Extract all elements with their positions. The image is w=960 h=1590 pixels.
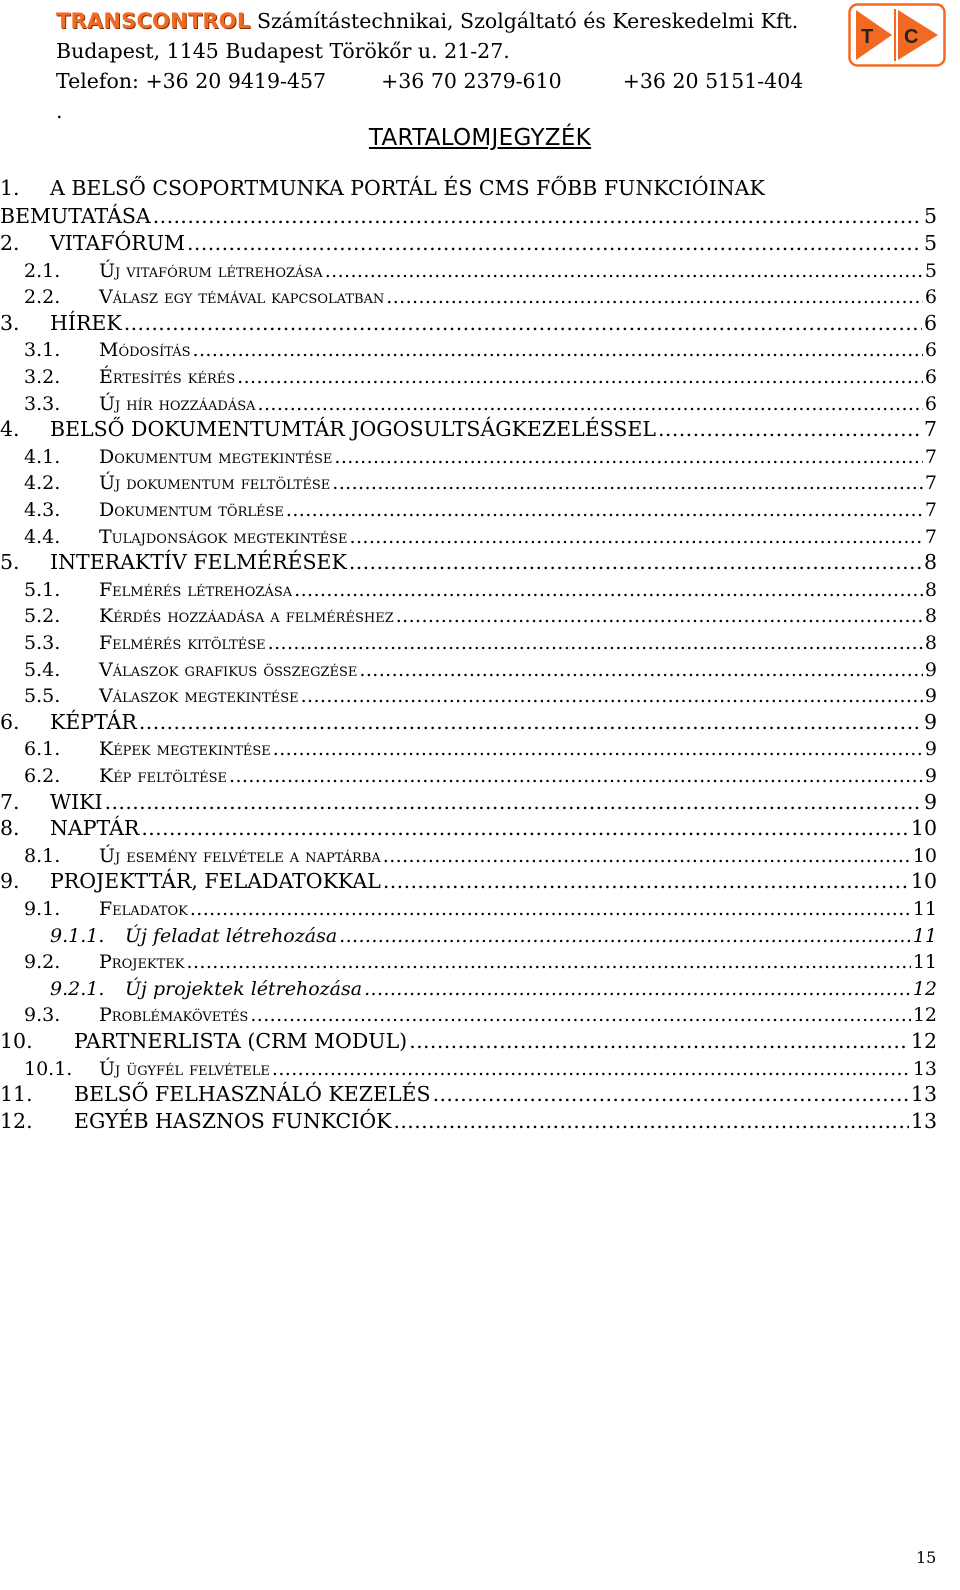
toc-leader [250,1004,910,1026]
phone-2: +36 70 2379-610 [381,69,562,93]
toc-entry-number: 3.2. [24,366,61,388]
toc-entry-number: 5.5. [24,685,61,707]
toc-entry[interactable] [0,789,937,816]
toc-entry-number: 9.2.1. [50,978,105,1000]
toc-entry[interactable] [0,230,937,257]
toc-leader [349,550,922,574]
toc-leader [105,790,922,814]
toc-leader [193,339,923,361]
toc-page-number: 13 [912,1058,937,1080]
tc-logo [848,3,946,67]
toc-entry[interactable] [24,363,937,390]
toc-page-number: 11 [912,925,937,947]
toc-entry-title: WIKI [50,790,103,814]
toc-entry-title: HÍREK [50,311,122,335]
toc-page-number: 6 [924,339,937,361]
toc-page-number: 5 [923,204,937,228]
toc-leader [383,845,911,867]
toc-page-number: 8 [924,605,937,627]
toc-leader [190,898,911,920]
toc-entry[interactable] [24,496,937,523]
toc-entry-number: 9.3. [24,1004,61,1026]
toc-entry-number: 4.1. [24,446,61,468]
toc-entry-number: 4. [0,417,20,441]
toc-leader [153,204,922,228]
toc-entry-number: 4.2. [24,472,61,494]
toc-entry-title: Projektek [99,951,185,973]
toc-page-number: 9 [923,790,937,814]
logo-letter-c: C [904,26,919,48]
toc-title: TARTALOMJEGYZÉK [368,125,592,151]
toc-entry-number: 5.4. [24,659,61,681]
toc-entry-number: 10.1. [24,1058,73,1080]
page-number: 15 [916,1548,937,1567]
toc-entry[interactable] [0,1081,937,1108]
toc-leader [229,765,923,787]
toc-entry-title: NAPTÁR [50,816,140,840]
toc-entry[interactable] [50,975,937,1002]
toc-page-number: 6 [924,286,937,308]
toc-entry-number: 2. [0,231,20,255]
toc-entry[interactable] [24,576,937,603]
toc-entry-title: Válaszok grafikus összegzése [99,659,358,681]
toc-leader [433,1082,909,1106]
toc-entry-title: BELSŐ DOKUMENTUMTÁR JOGOSULTSÁGKEZELÉSSEL [50,417,656,441]
toc-entry-number: 5.1. [24,579,61,601]
toc-entry[interactable] [24,895,937,922]
toc-entry-title: INTERAKTÍV FELMÉRÉSEK [50,550,347,574]
toc-leader [393,1109,908,1133]
toc-leader [294,579,923,601]
toc-entry-title: Válaszok megtekintése [99,685,299,707]
toc-entry[interactable] [0,549,937,576]
toc-entry-title: Új esemény felvétele a naptárba [99,845,381,867]
toc-entry-title: BELSŐ FELHASZNÁLÓ KEZELÉS [74,1082,431,1106]
toc-page-number: 9 [924,765,937,787]
toc-leader [359,659,922,681]
brand-name: TRANSCONTROL [56,9,251,33]
toc-entry[interactable] [24,735,937,762]
toc-page-number: 13 [910,1082,937,1106]
toc-entry-number: 12. [0,1109,33,1133]
toc-leader [396,605,923,627]
toc-page-number: 8 [924,579,937,601]
toc-entry-number: 5.2. [24,605,61,627]
toc-leader [139,710,922,734]
toc-entry-title: KÉPTÁR [50,710,137,734]
toc-entry[interactable] [24,842,937,869]
toc-entry[interactable] [0,709,937,736]
toc-entry[interactable] [24,336,937,363]
letterhead-line-1 [56,6,836,36]
toc-entry-number: 3. [0,311,20,335]
toc-entry-title: Problémakövetés [99,1004,249,1026]
toc-leader [409,1029,909,1053]
phone-1: Telefon: +36 20 9419-457 [56,69,327,93]
toc-page-number: 9 [924,685,937,707]
toc-entry[interactable] [24,762,937,789]
toc-entry-number: 2.2. [24,286,61,308]
toc-leader [237,366,923,388]
toc-entry-title: EGYÉB HASZNOS FUNKCIÓK [74,1109,392,1133]
toc-entry-number: 8. [0,816,20,840]
toc-entry-title: Új dokumentum feltöltése [99,472,331,494]
toc-entry-title: Feladatok [99,898,188,920]
toc-page-number: 10 [912,845,937,867]
toc-entry[interactable] [24,443,937,470]
toc-entry[interactable] [0,1028,937,1055]
toc-entry-title: A BELSŐ CSOPORTMUNKA PORTÁL ÉS CMS FŐBB FUNKCIÓINAK [50,176,765,200]
toc-entry-number: 9. [0,869,20,893]
toc-entry[interactable] [0,1108,937,1135]
toc-entry[interactable] [24,1055,937,1082]
toc-leader [325,260,923,282]
toc-entry-title: Értesítés kérés [99,366,236,388]
toc-page-number: 10 [910,869,937,893]
toc-leader [383,869,909,893]
toc-entry-title: Képek megtekintése [99,738,271,760]
toc-entry-title: Új hír hozzáadása [99,393,256,415]
toc-page-number: 13 [910,1109,937,1133]
toc-page-number: 11 [912,951,937,973]
toc-leader [286,499,923,521]
toc-entry[interactable] [24,523,937,550]
toc-page-number: 12 [912,1004,937,1026]
toc-page-number: 5 [923,231,937,255]
toc-page-number: 7 [923,417,937,441]
toc-entry[interactable] [50,922,937,949]
toc-entry-title: PARTNERLISTA (CRM MODUL) [74,1029,408,1053]
toc-entry-number: 10. [0,1029,33,1053]
toc-page-number: 9 [923,710,937,734]
toc-entry-number: 1. [0,176,20,200]
toc-entry[interactable] [24,682,937,709]
toc-leader [334,446,923,468]
toc-page-number: 5 [924,260,937,282]
toc-leader [339,925,911,947]
toc-leader [258,393,923,415]
toc-page-number: 12 [912,978,937,1000]
toc-entry-title: Új ügyfél felvétele [99,1058,270,1080]
toc-entry-title: Új projektek létrehozása [125,978,363,1000]
toc-entry-1-line-1 [0,176,765,200]
toc-entry-number: 2.1. [24,260,61,282]
company-address: Budapest, 1145 Budapest Törökőr u. 21-27. [56,39,510,63]
toc-entry-title: PROJEKTTÁR, FELADATOKKAL [50,869,381,893]
toc-page-number: 6 [923,311,937,335]
toc-entry-number: 8.1. [24,845,61,867]
toc-entry-number: 3.3. [24,393,61,415]
toc-entry[interactable] [24,257,937,284]
toc-entry-title: Tulajdonságok megtekintése [99,526,348,548]
toc-leader [386,286,923,308]
toc-entry-title: Válasz egy témával kapcsolatban [99,286,385,308]
toc-entry-number: 6. [0,710,20,734]
toc-entry-title: Új vitafórum létrehozása [99,260,323,282]
toc-entry-number: 3.1. [24,339,61,361]
toc-entry[interactable] [0,416,937,443]
toc-page-number: 6 [924,366,937,388]
toc-entry[interactable] [24,469,937,496]
toc-entry-number: 6.2. [24,765,61,787]
toc-page-number: 12 [910,1029,937,1053]
toc-entry-title-continued: BEMUTATÁSA [0,204,151,228]
toc-page-number: 11 [912,898,937,920]
toc-page-number: 9 [924,738,937,760]
toc-entry-number: 9.1.1. [50,925,105,947]
toc-entry-title: Módosítás [99,339,191,361]
toc-entry-title: Új feladat létrehozása [125,925,338,947]
toc-entry-number: 5.3. [24,632,61,654]
toc-entry[interactable] [0,310,937,337]
toc-entry-title: Kérdés hozzáadása a felméréshez [99,605,394,627]
toc-leader [268,632,923,654]
toc-entry-number: 7. [0,790,20,814]
toc-leader [364,978,911,1000]
toc-leader [187,951,911,973]
toc-leader [273,738,923,760]
phone-3: +36 20 5151-404 [622,69,804,93]
toc-entry-title: Dokumentum megtekintése [99,446,333,468]
toc-page-number: 10 [910,816,937,840]
toc-leader [658,417,922,441]
toc-entry[interactable] [0,815,937,842]
toc-page-number: 7 [924,472,937,494]
header-dot: . [56,99,63,123]
toc-entry[interactable] [24,948,937,975]
toc-entry-1-line-2[interactable] [0,203,937,230]
company-name: Számítástechnikai, Szolgáltató és Kereskedelmi Kft. [256,9,799,33]
letterhead [56,6,836,126]
toc-entry-title: Felmérés létrehozása [99,579,293,601]
toc-entry[interactable] [24,656,937,683]
toc-entry-title: Felmérés kitöltése [99,632,266,654]
toc-entry-number: 4.4. [24,526,61,548]
toc-page-number: 6 [924,393,937,415]
toc-leader [332,472,923,494]
toc-leader [124,311,922,335]
toc-entry[interactable] [0,868,937,895]
toc-leader [187,231,922,255]
phone-line [56,66,836,96]
toc-entry[interactable] [24,1001,937,1028]
toc-entry-number: 4.3. [24,499,61,521]
toc-entry-title: VITAFÓRUM [50,231,185,255]
toc-leader [301,685,923,707]
toc-entry-number: 11. [0,1082,33,1106]
toc-entry-number: 9.2. [24,951,61,973]
toc-page-number: 9 [924,659,937,681]
toc-entry-number: 5. [0,550,20,574]
toc-entry-title: Kép feltöltése [99,765,228,787]
toc-page-number: 8 [924,632,937,654]
toc-leader [272,1058,911,1080]
toc-entry-number: 9.1. [24,898,61,920]
toc-page-number: 8 [923,550,937,574]
toc-leader [350,526,923,548]
toc-page-number: 7 [924,499,937,521]
toc-entry[interactable] [24,390,937,417]
toc-entry-title: Dokumentum törlése [99,499,284,521]
toc-entry-number: 6.1. [24,738,61,760]
toc-entry[interactable] [24,283,937,310]
toc-entry[interactable] [24,629,937,656]
toc-leader [141,816,909,840]
toc-page-number: 7 [924,446,937,468]
toc-entry[interactable] [24,602,937,629]
logo-letter-t: T [861,26,874,48]
toc-page-number: 7 [924,526,937,548]
